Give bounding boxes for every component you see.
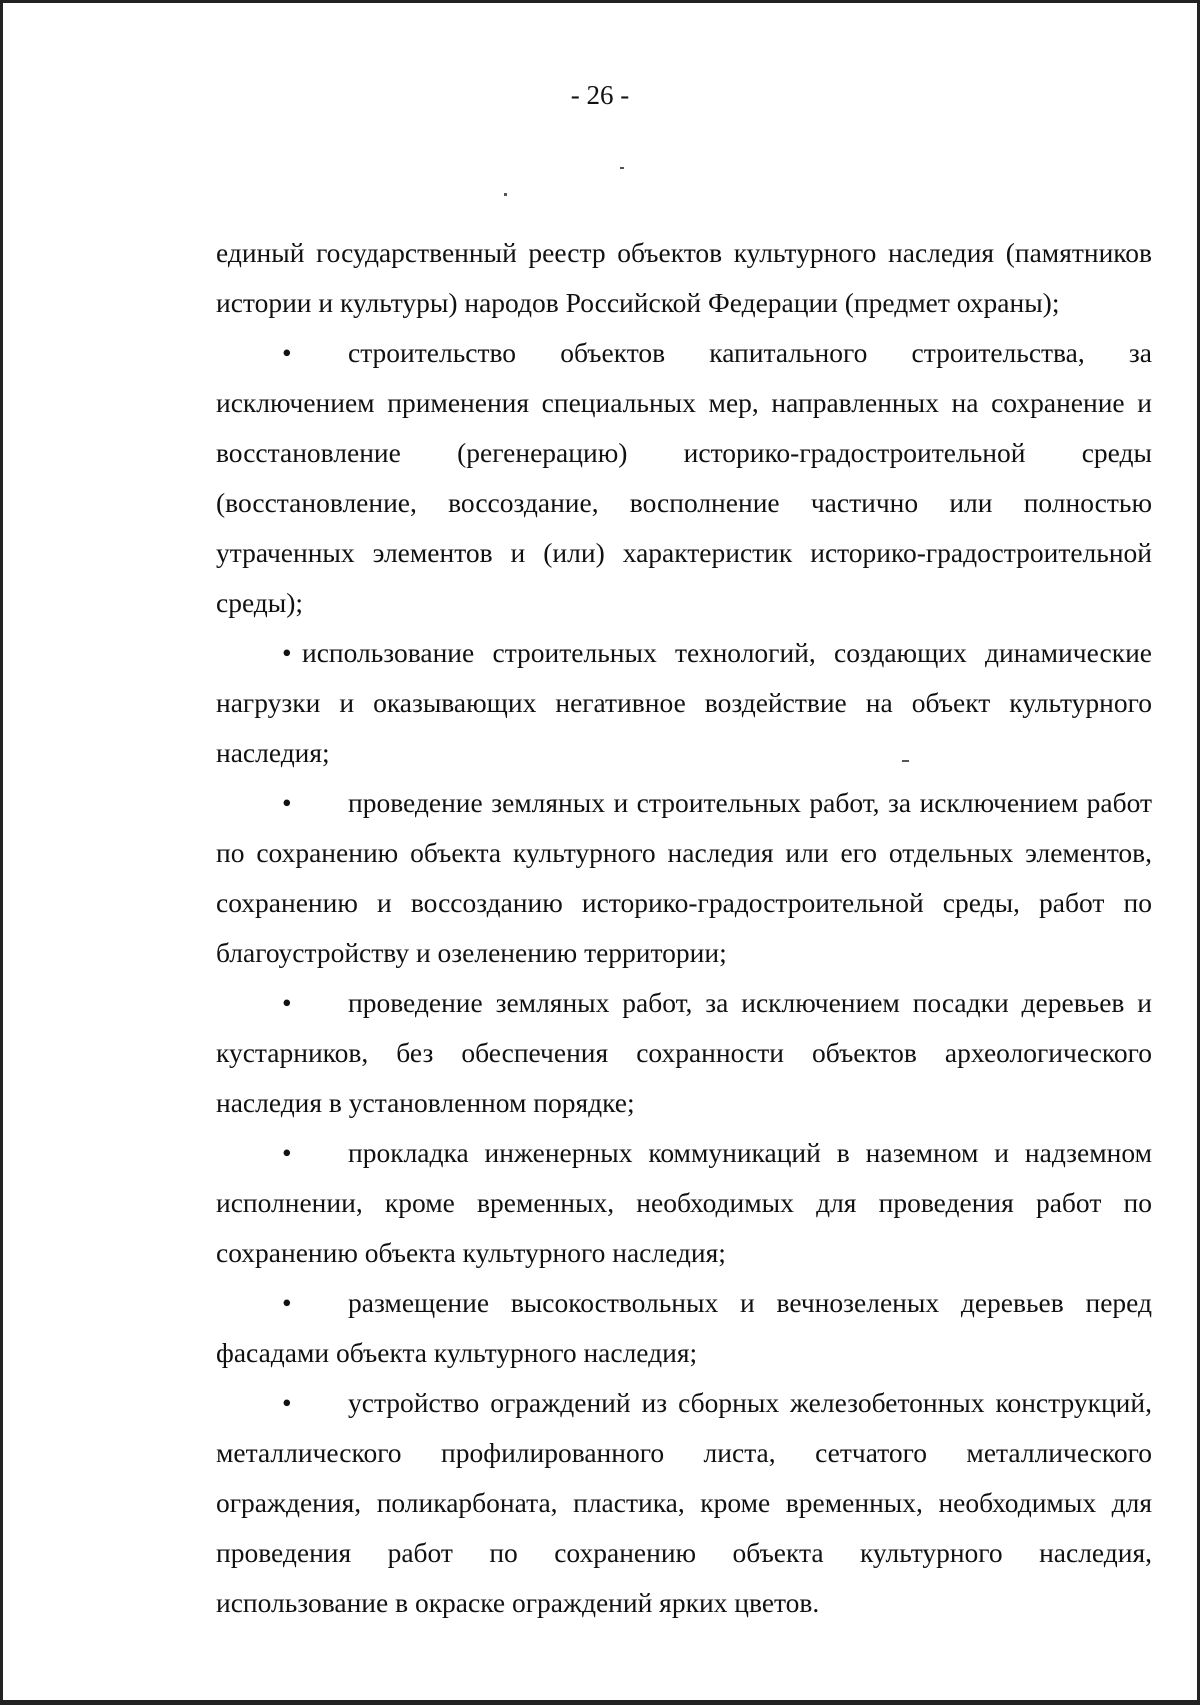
list-item-text: проведение земляных и строительных работ, за исключением работ по сохранению объекта культурного наследия или его отдельных элементов, сохранению и воссозданию историко-градостроительной среды, работ по благоустройству и озеленению территории; xyxy=(216,787,1152,968)
scan-border-bottom xyxy=(0,1700,1200,1705)
scan-speck xyxy=(504,193,507,196)
page-number: - 26 - xyxy=(570,80,630,110)
list-item xyxy=(216,628,1152,778)
list-item xyxy=(216,1128,1152,1278)
list-item xyxy=(216,778,1152,978)
list-item xyxy=(216,328,1152,628)
list-item-text: строительство объектов капитального строительства, за исключением применения специальных мер, направленных на сохранение и восстановление (регенерацию) историко-градостроительной среды (восстановление, воссоздание, восполнение частично или полностью утраченных элементов и (или) характеристик историко-градостроительной среды); xyxy=(216,337,1152,618)
list-item-text: проведение земляных работ, за исключением посадки деревьев и кустарников, без обеспечения сохранности объектов археологического наследия в установленном порядке; xyxy=(216,987,1152,1118)
list-item-text: использование строительных технологий, создающих динамические нагрузки и оказывающих негативное воздействие на объект культурного наследия; xyxy=(216,637,1152,768)
list-item xyxy=(216,1378,1152,1628)
scan-border-left xyxy=(0,0,3,1705)
bullet-icon: • xyxy=(282,1287,292,1318)
bullet-icon: • xyxy=(282,337,292,368)
scan-speck xyxy=(620,167,624,169)
scan-border-top xyxy=(0,0,1200,3)
bullet-icon: • xyxy=(282,637,292,668)
bullet-icon: • xyxy=(282,987,292,1018)
list-item xyxy=(216,1278,1152,1378)
bullet-icon: • xyxy=(282,1137,292,1168)
intro-paragraph: единый государственный реестр объектов культурного наследия (памятников истории и культуры) народов Российской Федерации (предмет охраны); xyxy=(216,237,1152,318)
document-body xyxy=(216,228,1152,1628)
list-item-text: размещение высокоствольных и вечнозеленых деревьев перед фасадами объекта культурного наследия; xyxy=(216,1287,1152,1368)
bullet-icon: • xyxy=(282,787,292,818)
list-item-text: устройство ограждений из сборных железобетонных конструкций, металлического профилированного листа, сетчатого металлического ограждения, поликарбоната, пластика, кроме временных, необходимых для проведения работ по сохранению объекта культурного наследия, использование в окраске ограждений ярких цветов. xyxy=(216,1387,1152,1618)
list-item xyxy=(216,978,1152,1128)
bullet-icon: • xyxy=(282,1387,292,1418)
list-item-text: прокладка инженерных коммуникаций в наземном и надземном исполнении, кроме временных, необходимых для проведения работ по сохранению объекта культурного наследия; xyxy=(216,1137,1152,1268)
